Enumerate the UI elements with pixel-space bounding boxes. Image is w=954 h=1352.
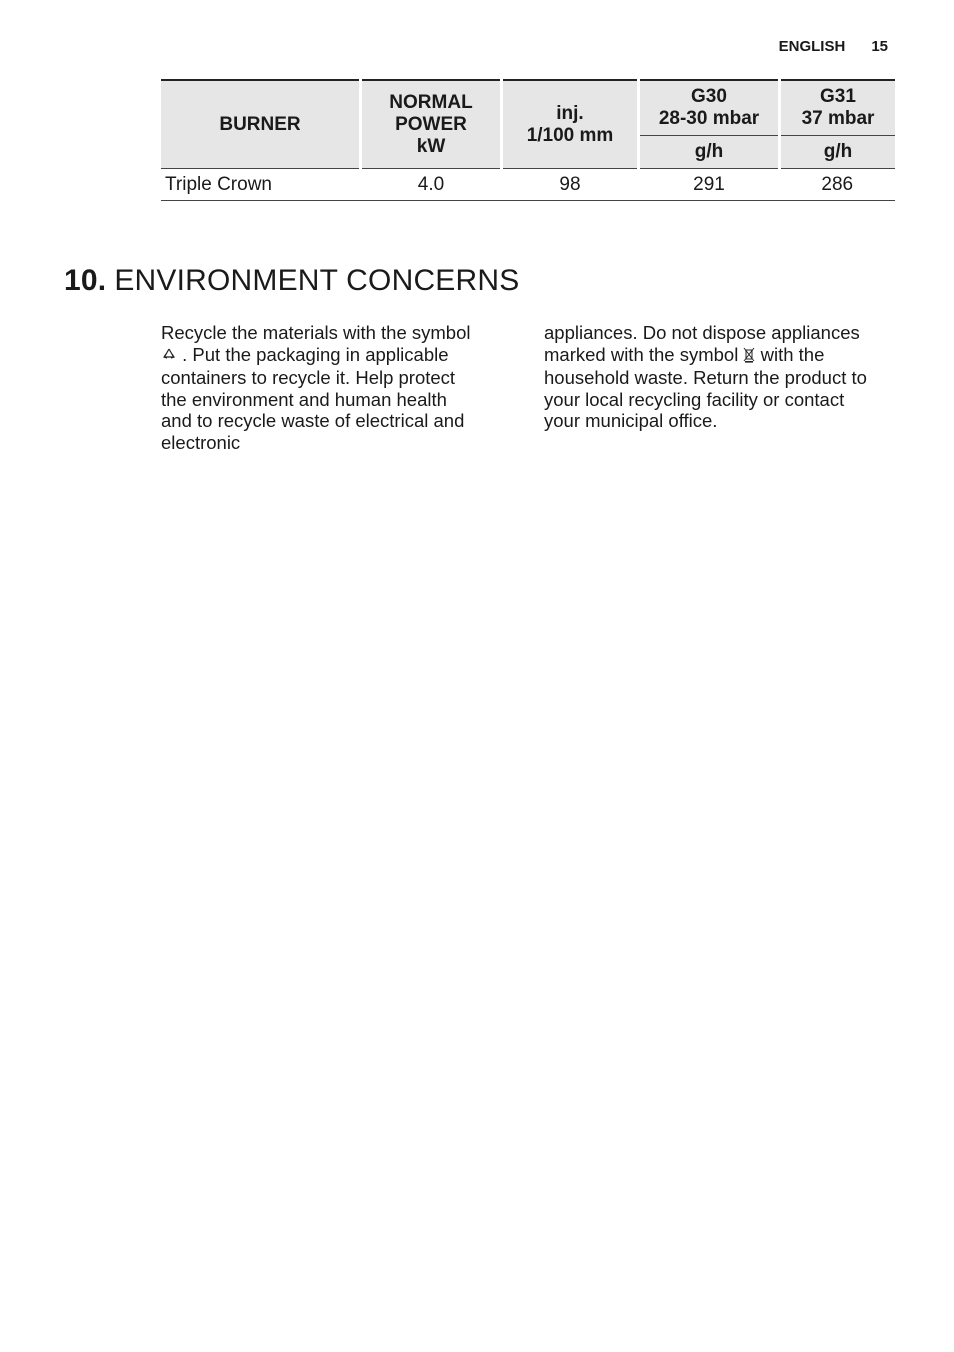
- body-column-left: [161, 322, 471, 453]
- cell-g30: 291: [639, 169, 780, 201]
- header-injector: inj. 1/100 mm: [502, 80, 639, 169]
- cell-inj: 98: [502, 169, 639, 201]
- header-normal-power: NORMAL POWER kW: [361, 80, 502, 169]
- body-text-1b: . Put the packaging in applicable containers to recycle it. Help protect the environment and human health and to recycle waste of electrical and electronic: [161, 343, 465, 453]
- body-text-2a: appliances. Do not dispose appliances marked with the symbol: [544, 322, 860, 365]
- weee-bin-icon: [743, 346, 755, 368]
- header-g31: G31 37 mbar: [780, 80, 896, 136]
- section-number: 10.: [64, 264, 107, 297]
- recycle-icon: [161, 346, 177, 368]
- language-label: ENGLISH: [778, 38, 846, 55]
- header-g30: G30 28-30 mbar: [639, 80, 780, 136]
- page-number: 15: [871, 38, 888, 55]
- burner-spec-table: [161, 79, 895, 201]
- body-text-1a: Recycle the materials with the symbol: [161, 322, 471, 343]
- body-text-2b: with the household waste. Return the product to your local recycling facility or contact your municipal office.: [544, 343, 867, 431]
- header-g31-unit: g/h: [780, 136, 896, 169]
- table-row: [161, 169, 895, 201]
- cell-g31: 286: [780, 169, 896, 201]
- page-header: [779, 38, 888, 55]
- section-title: ENVIRONMENT CONCERNS: [114, 264, 520, 297]
- header-g30-unit: g/h: [639, 136, 780, 169]
- cell-power: 4.0: [361, 169, 502, 201]
- header-burner: BURNER: [161, 80, 361, 169]
- body-column-right: [544, 322, 869, 432]
- section-heading: [64, 264, 519, 298]
- cell-burner: Triple Crown: [161, 169, 361, 201]
